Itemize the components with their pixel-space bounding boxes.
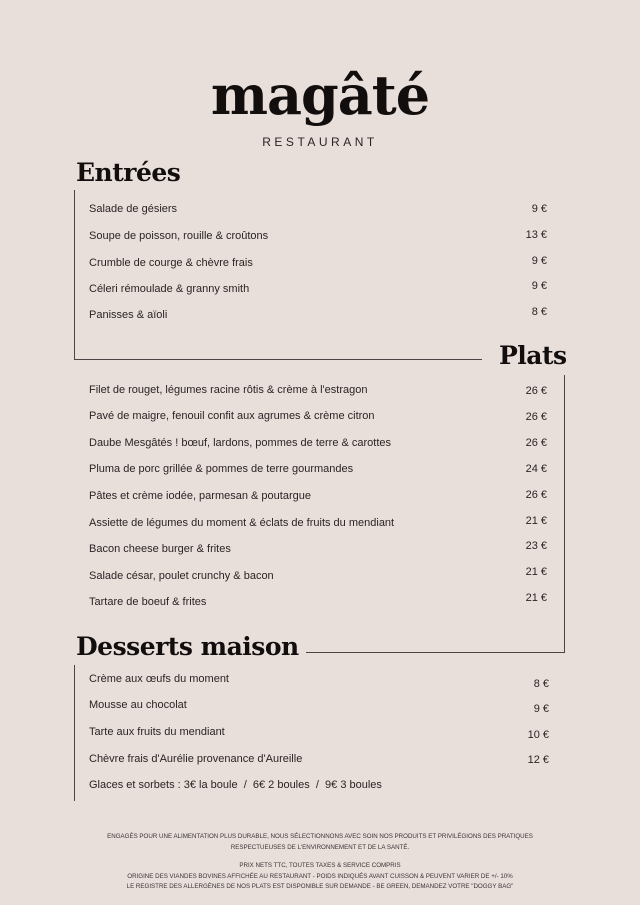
entrees-divider-horizontal bbox=[74, 359, 482, 360]
entree-item-price: 13 € bbox=[525, 229, 547, 241]
restaurant-subtitle: RESTAURANT bbox=[262, 135, 378, 149]
entree-item-name: Salade de gésiers bbox=[89, 203, 178, 215]
footer-notes bbox=[40, 861, 600, 893]
plat-item-price: 24 € bbox=[525, 463, 547, 475]
glaces-line: Glaces et sorbets : 3€ la boule / 6€ 2 boules / 9€ 3 boules bbox=[89, 779, 382, 791]
plat-item-price: 26 € bbox=[525, 385, 547, 397]
dessert-item-price: 12 € bbox=[527, 754, 549, 766]
footer-line: ENGAGÉS POUR UNE ALIMENTATION PLUS DURABLE, NOUS SÉLECTIONNONS AVEC SOIN NOS PRODUITS ET PRIVILÉGIONS DES PRATIQUES bbox=[107, 833, 533, 840]
dessert-item-price: 9 € bbox=[533, 703, 549, 715]
plat-item-price: 21 € bbox=[525, 515, 547, 527]
desserts-divider-horizontal bbox=[306, 652, 565, 653]
footer-line: LE REGISTRE DES ALLERGÈNES DE NOS PLATS EST DISPONIBLE SUR DEMANDE - BE GREEN, DEMANDEZ VOTRE "DOGGY BAG" bbox=[126, 883, 514, 890]
desserts-divider-vertical bbox=[74, 665, 75, 801]
plat-item-price: 26 € bbox=[525, 411, 547, 423]
entree-item-price: 9 € bbox=[531, 203, 547, 215]
plat-item-name: Salade césar, poulet crunchy & bacon bbox=[89, 570, 274, 582]
entree-item-name: Soupe de poisson, rouille & croûtons bbox=[89, 230, 269, 242]
plat-item-name: Pluma de porc grillée & pommes de terre gourmandes bbox=[89, 463, 354, 475]
footer-line: RESPECTUEUSES DE L'ENVIRONNEMENT ET DE LA SANTÉ. bbox=[230, 843, 410, 851]
dessert-item-price: 10 € bbox=[527, 729, 549, 741]
dessert-item-name: Chèvre frais d'Aurélie provenance d'Aureille bbox=[89, 753, 303, 765]
plat-item-price: 26 € bbox=[525, 437, 547, 449]
restaurant-logo: magâté bbox=[210, 63, 430, 127]
plat-item-name: Assiette de légumes du moment & éclats de fruits du mendiant bbox=[89, 517, 395, 529]
plats-divider-vertical bbox=[564, 375, 565, 653]
entree-item-price: 9 € bbox=[531, 255, 547, 267]
dessert-item-name: Mousse au chocolat bbox=[89, 699, 187, 711]
footer-line: ORIGINE DES VIANDES BOVINES AFFICHÉE AU RESTAURANT - POIDS INDIQUÉS AVANT CUISSON & PEUVENT VARIER DE +/- 10% bbox=[127, 872, 513, 880]
plat-item-name: Tartare de boeuf & frites bbox=[89, 596, 207, 608]
entree-item-name: Céleri rémoulade & granny smith bbox=[89, 283, 250, 295]
entree-item-name: Panisses & aïoli bbox=[89, 309, 168, 321]
dessert-item-name: Crème aux œufs du moment bbox=[89, 673, 229, 685]
plat-item-price: 21 € bbox=[525, 592, 547, 604]
plat-item-price: 26 € bbox=[525, 489, 547, 501]
plat-item-name: Daube Mesgâtés ! bœuf, lardons, pommes de terre & carottes bbox=[89, 437, 392, 449]
section-title-entrees: Entrées bbox=[76, 158, 181, 187]
plat-item-name: Pâtes et crème iodée, parmesan & poutargue bbox=[89, 490, 311, 502]
dessert-item-name: Tarte aux fruits du mendiant bbox=[89, 726, 225, 738]
section-title-plats: Plats bbox=[499, 341, 567, 370]
footer-line: PRIX NETS TTC, TOUTES TAXES & SERVICE COMPRIS bbox=[239, 862, 401, 869]
plat-item-name: Filet de rouget, légumes racine rôtis & crème à l'estragon bbox=[89, 384, 368, 396]
plat-item-name: Bacon cheese burger & frites bbox=[89, 543, 231, 555]
entree-item-price: 8 € bbox=[531, 306, 547, 318]
entrees-divider-vertical bbox=[74, 190, 75, 359]
footer-commitment bbox=[40, 832, 600, 853]
section-title-desserts: Desserts maison bbox=[76, 632, 299, 661]
plat-item-price: 23 € bbox=[525, 540, 547, 552]
entree-item-name: Crumble de courge & chèvre frais bbox=[89, 257, 253, 269]
entree-item-price: 9 € bbox=[531, 280, 547, 292]
dessert-item-price: 8 € bbox=[533, 678, 549, 690]
plat-item-price: 21 € bbox=[525, 566, 547, 578]
plat-item-name: Pavé de maigre, fenouil confit aux agrumes & crème citron bbox=[89, 410, 375, 422]
